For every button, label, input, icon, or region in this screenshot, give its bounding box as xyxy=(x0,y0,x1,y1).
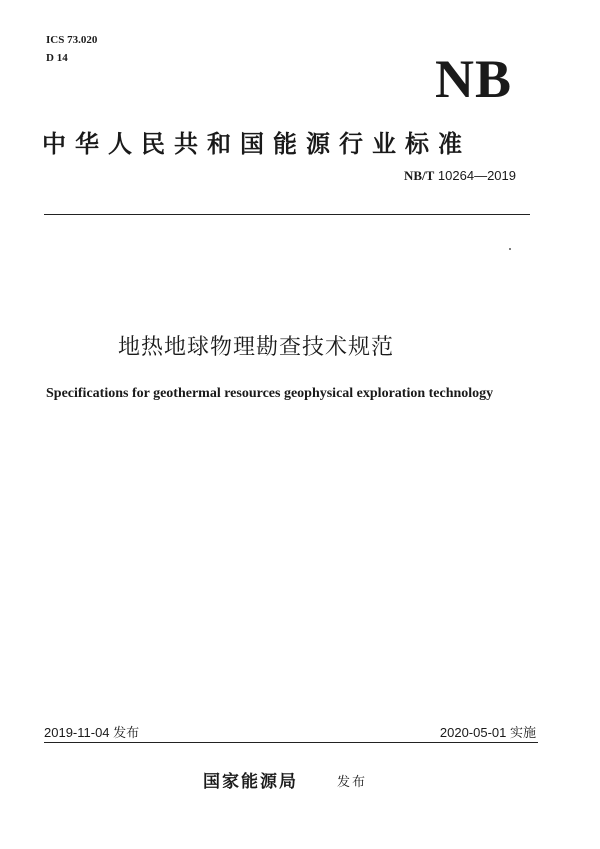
bottom-divider xyxy=(44,742,538,743)
title-chinese: 地热地球物理勘查技术规范 xyxy=(118,335,395,360)
issuer-action: 发布 xyxy=(337,775,368,790)
top-divider xyxy=(44,214,530,215)
ics-code: ICS 73.020 xyxy=(46,34,98,46)
implementation-date: 2020-05-01 实施 xyxy=(439,725,536,740)
standard-number-value: 10264—2019 xyxy=(437,168,516,183)
standard-prefix: NB/T xyxy=(403,168,435,183)
standard-type: 中华人民共和国能源行业标准 xyxy=(42,130,471,158)
scan-speck xyxy=(509,248,511,250)
title-english: Specifications for geothermal resources geophysical exploration technology xyxy=(46,386,494,401)
issue-date: 2019-11-04 发布 xyxy=(44,725,140,740)
classification-code: D 14 xyxy=(46,52,68,64)
standard-number xyxy=(404,168,516,184)
nb-logo: NB xyxy=(434,49,512,109)
issuer-name: 国家能源局 xyxy=(203,772,298,792)
